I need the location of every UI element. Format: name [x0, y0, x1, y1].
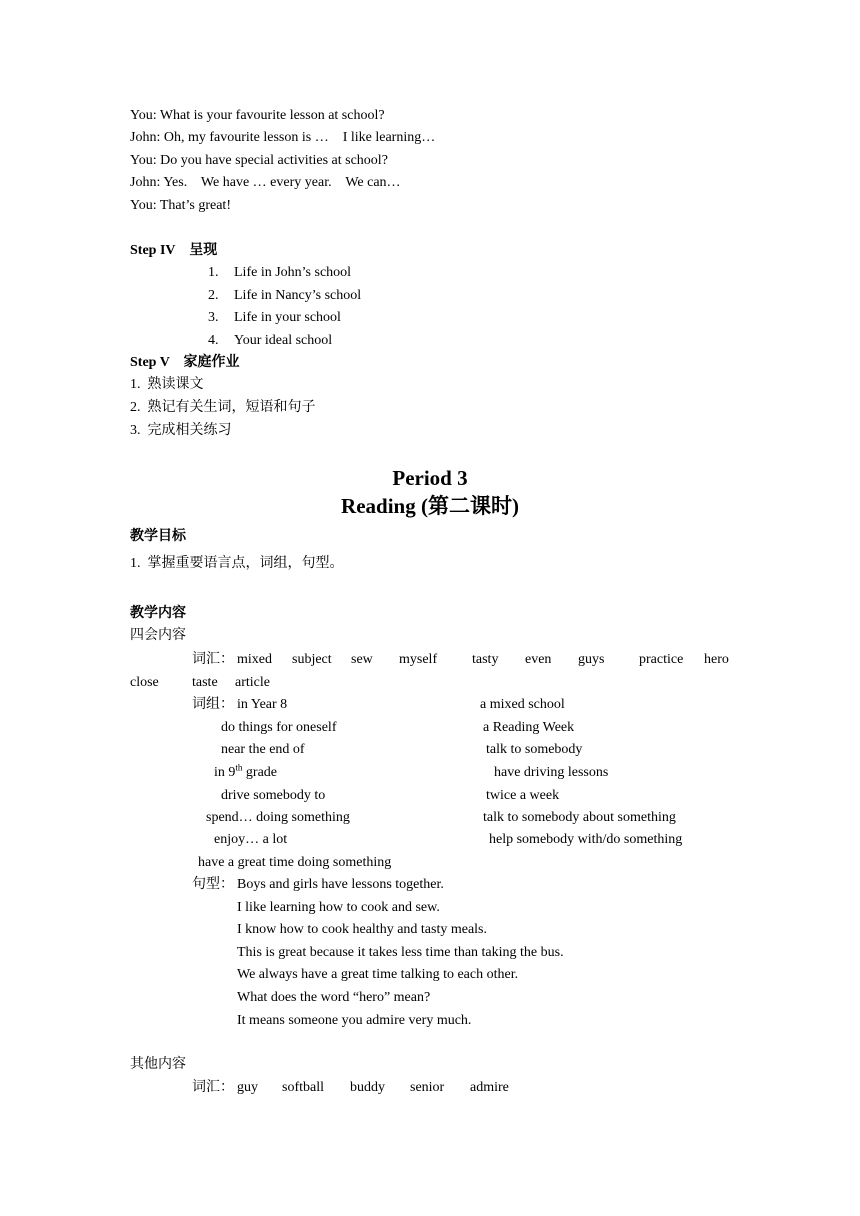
phrase: near the end of — [221, 742, 305, 757]
vocab-word: close — [130, 675, 159, 690]
objective-item: 1. 掌握重要语言点，词组，句型。 — [130, 556, 344, 571]
phrase: twice a week — [486, 788, 560, 803]
list-item-number: 4. — [208, 333, 219, 348]
vocab-label: 词汇： — [192, 652, 234, 667]
step5-heading: Step V 家庭作业 — [130, 355, 240, 370]
vocab-word: admire — [470, 1080, 509, 1095]
vocab-word: senior — [410, 1080, 445, 1095]
sentences-label: 句型： — [192, 877, 234, 892]
phrase: talk to somebody about something — [483, 810, 676, 825]
sentence: It means someone you admire very much. — [237, 1013, 472, 1028]
list-item: Your ideal school — [234, 333, 333, 348]
vocab-word: practice — [639, 652, 684, 667]
phrase: have a great time doing something — [198, 855, 392, 870]
list-item-number: 3. — [208, 310, 219, 325]
vocab-word: subject — [292, 652, 332, 667]
phrase: spend… doing something — [206, 810, 350, 825]
vocab-word: taste — [192, 675, 218, 690]
objectives-heading: 教学目标 — [130, 529, 186, 544]
dialogue-line: John: Oh, my favourite lesson is … I like learning… — [130, 130, 436, 145]
homework-item: 2. 熟记有关生词，短语和句子 — [130, 400, 316, 415]
sentence: I know how to cook healthy and tasty meals. — [237, 922, 488, 937]
vocab-word: softball — [282, 1080, 324, 1095]
vocab-word: guys — [578, 652, 605, 667]
phrase: a Reading Week — [483, 720, 575, 735]
phrases-label: 词组： — [192, 697, 234, 712]
step4-heading: Step IV 呈现 — [130, 243, 218, 258]
phrase: do things for oneself — [221, 720, 337, 735]
phrase: have driving lessons — [494, 765, 609, 780]
four-skills-label: 四会内容 — [130, 628, 186, 643]
period-subtitle: Reading (第二课时) — [341, 494, 519, 518]
vocab-word: even — [525, 652, 552, 667]
vocab-word: buddy — [350, 1080, 385, 1095]
period-title: Period 3 — [392, 466, 468, 490]
list-item-number: 2. — [208, 288, 219, 303]
dialogue-line: You: That’s great! — [130, 198, 231, 213]
vocab-word: hero — [704, 652, 729, 667]
phrase: talk to somebody — [486, 742, 583, 757]
phrase-text: in 9 — [214, 765, 236, 780]
phrase-text: grade — [242, 765, 277, 780]
sentence: I like learning how to cook and sew. — [237, 900, 440, 915]
other-heading: 其他内容 — [130, 1057, 186, 1072]
list-item-number: 1. — [208, 265, 219, 280]
vocab-word: mixed — [237, 652, 272, 667]
phrase: in Year 8 — [237, 697, 288, 712]
content-heading: 教学内容 — [130, 606, 186, 621]
homework-item: 1. 熟读课文 — [130, 377, 204, 392]
vocab-word: myself — [399, 652, 438, 667]
sentence: This is great because it takes less time than taking the bus. — [237, 945, 564, 960]
sentence: We always have a great time talking to each other. — [237, 967, 519, 982]
sentence: Boys and girls have lessons together. — [237, 877, 444, 892]
dialogue-line: John: Yes. We have … every year. We can… — [130, 175, 401, 190]
list-item: Life in John’s school — [234, 265, 352, 280]
list-item: Life in your school — [234, 310, 341, 325]
phrase — [214, 762, 277, 780]
vocab-label: 词汇： — [192, 1080, 234, 1095]
list-item: Life in Nancy’s school — [234, 288, 362, 303]
homework-item: 3. 完成相关练习 — [130, 423, 232, 438]
vocab-word: tasty — [472, 652, 499, 667]
sentence: What does the word “hero” mean? — [237, 990, 431, 1005]
phrase-superscript: th — [235, 762, 243, 773]
phrase: enjoy… a lot — [214, 832, 288, 847]
phrase: a mixed school — [480, 697, 565, 712]
phrase: help somebody with/do something — [489, 832, 683, 847]
phrase: drive somebody to — [221, 788, 326, 803]
vocab-word: article — [235, 675, 270, 690]
dialogue-line: You: What is your favourite lesson at school? — [130, 108, 385, 123]
vocab-word: sew — [351, 652, 373, 667]
vocab-word: guy — [237, 1080, 258, 1095]
dialogue-line: You: Do you have special activities at school? — [130, 153, 388, 168]
